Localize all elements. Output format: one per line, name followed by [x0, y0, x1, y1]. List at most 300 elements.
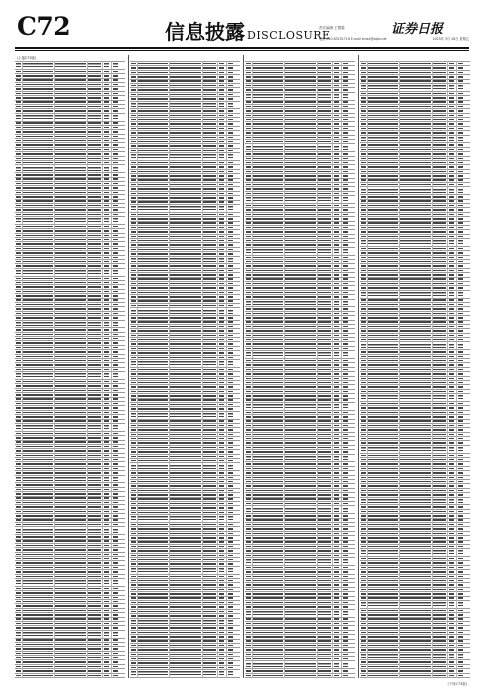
table-cell	[170, 80, 201, 82]
table-cell	[113, 299, 118, 301]
table-cell	[334, 447, 339, 449]
table-cell	[138, 197, 168, 199]
table-cell	[433, 326, 446, 328]
table-cell	[138, 89, 168, 91]
table-cell	[400, 391, 431, 393]
table-cell	[400, 640, 431, 642]
table-cell	[228, 490, 233, 492]
table-cell	[203, 477, 216, 479]
table-cell	[16, 322, 21, 326]
table-cell	[361, 546, 366, 548]
table-cell	[138, 503, 168, 505]
table-cell	[203, 597, 216, 599]
table-cell	[449, 499, 454, 503]
table-cell	[203, 429, 216, 431]
table-cell	[285, 541, 316, 543]
table-cell	[219, 460, 224, 462]
table-cell	[285, 63, 316, 65]
table-cell	[433, 330, 446, 332]
table-cell	[318, 162, 331, 164]
table-cell	[400, 175, 431, 177]
table-cell	[400, 101, 431, 103]
table-cell	[170, 477, 201, 479]
table-cell	[368, 661, 398, 663]
table-cell	[458, 567, 463, 569]
table-cell	[400, 407, 431, 409]
table-cell	[55, 632, 86, 636]
table-cell	[334, 559, 339, 563]
table-column-rule	[102, 61, 103, 678]
table-cell	[400, 321, 431, 323]
table-cell	[131, 348, 136, 350]
table-cell	[343, 654, 348, 656]
table-row	[245, 143, 355, 151]
table-cell	[170, 645, 201, 647]
table-cell	[113, 666, 118, 668]
table-cell	[458, 550, 463, 554]
table-cell	[88, 200, 101, 202]
table-cell	[334, 85, 339, 87]
table-cell	[400, 541, 431, 543]
table-cell	[138, 438, 168, 440]
table-cell	[285, 106, 316, 108]
table-cell	[170, 348, 201, 350]
table-cell	[170, 559, 201, 561]
table-cell	[104, 437, 109, 439]
table-cell	[138, 576, 168, 578]
table-cell	[449, 115, 454, 117]
table-cell	[104, 338, 109, 340]
table-cell	[334, 477, 339, 479]
table-cell	[170, 310, 201, 314]
table-cell	[113, 127, 118, 129]
table-cell	[458, 675, 463, 677]
table-cell	[23, 562, 53, 564]
table-cell	[170, 472, 201, 474]
table-cell	[343, 580, 348, 582]
table-cell	[318, 278, 331, 280]
table-cell	[400, 317, 431, 319]
table-cell	[131, 472, 136, 474]
table-cell	[246, 391, 251, 393]
table-cell	[16, 356, 21, 358]
table-cell	[368, 356, 398, 358]
table-cell	[113, 196, 118, 198]
table-cell	[449, 231, 454, 233]
table-cell	[449, 395, 454, 399]
table-cell	[361, 313, 366, 315]
table-cell	[361, 304, 366, 306]
table-cell	[203, 123, 216, 125]
table-cell	[458, 434, 463, 436]
table-cell	[104, 304, 109, 306]
table-cell	[228, 184, 233, 186]
table-cell	[23, 106, 53, 108]
table-cell	[285, 468, 316, 470]
table-cell	[228, 671, 233, 675]
table-cell	[246, 477, 251, 479]
table-cell	[368, 222, 398, 224]
table-cell	[343, 451, 348, 453]
table-cell	[458, 589, 463, 591]
table-cell	[343, 524, 348, 526]
table-cell	[131, 214, 136, 216]
table-cell	[361, 123, 366, 125]
table-cell	[253, 72, 283, 74]
table-cell	[246, 352, 251, 356]
table-cell	[449, 240, 454, 244]
table-cell	[318, 158, 331, 160]
table-cell	[88, 571, 101, 573]
table-cell	[55, 226, 86, 228]
table-cell	[170, 481, 201, 483]
table-cell	[219, 270, 224, 272]
table-cell	[285, 231, 316, 233]
table-cell	[203, 395, 216, 397]
table-cell	[318, 438, 331, 440]
table-cell	[253, 485, 283, 487]
table-cell	[361, 416, 366, 418]
table-cell	[138, 188, 168, 190]
table-cell	[449, 236, 454, 238]
table-cell	[334, 205, 339, 207]
table-cell	[368, 468, 398, 470]
table-cell	[433, 640, 446, 642]
table-cell	[23, 614, 53, 616]
table-cell	[449, 166, 454, 168]
table-cell	[104, 230, 109, 232]
table-cell	[318, 171, 331, 173]
table-cell	[246, 508, 251, 512]
table-cell	[400, 627, 431, 629]
table-cell	[449, 128, 454, 130]
table-cell	[318, 222, 331, 224]
table-cell	[113, 75, 118, 77]
table-cell	[203, 80, 216, 82]
table-cell	[228, 89, 233, 91]
table-cell	[203, 128, 216, 130]
table-cell	[23, 63, 53, 67]
table-cell	[253, 128, 283, 130]
table-cell	[400, 378, 431, 380]
table-cell	[368, 179, 398, 181]
table-cell	[219, 408, 224, 410]
table-cell	[228, 391, 233, 393]
table-cell	[458, 308, 463, 310]
table-cell	[368, 485, 398, 487]
table-cell	[449, 287, 454, 289]
table-cell	[203, 528, 216, 530]
table-cell	[16, 71, 21, 73]
table-cell	[170, 395, 201, 397]
table-cell	[368, 546, 398, 548]
table-cell	[16, 385, 21, 387]
table-cell	[458, 196, 463, 198]
table-cell	[246, 451, 251, 453]
table-cell	[203, 382, 216, 384]
table-cell	[203, 201, 216, 203]
table-cell	[246, 171, 251, 173]
table-cell	[334, 481, 339, 483]
table-cell	[131, 395, 136, 397]
table-cell	[458, 490, 463, 492]
table-cell	[400, 171, 431, 173]
table-cell	[361, 618, 366, 620]
table-cell	[55, 313, 86, 315]
table-cell	[449, 162, 454, 164]
table-cell	[285, 244, 316, 246]
table-cell	[23, 666, 53, 668]
table-cell	[449, 283, 454, 285]
table-cell	[23, 536, 53, 538]
table-cell	[400, 274, 431, 276]
table-cell	[368, 528, 398, 530]
table-cell	[449, 123, 454, 125]
table-cell	[23, 670, 53, 672]
table-cell	[16, 515, 21, 517]
table-cell	[113, 437, 118, 439]
table-cell	[228, 460, 233, 462]
table-cell	[88, 342, 101, 344]
table-row	[360, 341, 470, 349]
table-cell	[458, 321, 463, 323]
table-cell	[219, 179, 224, 181]
table-cell	[368, 632, 398, 634]
table-cell	[88, 313, 101, 315]
table-cell	[361, 636, 366, 638]
table-cell	[131, 321, 136, 323]
table-cell	[253, 490, 283, 492]
table-cell	[104, 648, 109, 650]
table-cell	[285, 593, 316, 595]
table-cell	[285, 663, 316, 667]
table-cell	[228, 240, 233, 242]
table-cell	[458, 80, 463, 82]
table-cell	[228, 326, 233, 328]
table-cell	[458, 179, 463, 181]
table-cell	[131, 429, 136, 431]
table-cell	[343, 352, 348, 356]
table-cell	[449, 614, 454, 616]
table-cell	[285, 524, 316, 526]
table-cell	[131, 175, 136, 177]
table-cell	[55, 322, 86, 326]
table-cell	[334, 632, 339, 634]
table-cell	[88, 576, 101, 578]
table-cell	[246, 110, 251, 112]
table-cell	[88, 93, 101, 95]
table-cell	[170, 425, 201, 427]
table-cell	[88, 524, 101, 526]
table-cell	[88, 209, 101, 211]
table-cell	[88, 605, 101, 607]
table-cell	[361, 132, 366, 134]
table-cell	[104, 205, 109, 207]
table-cell	[170, 274, 201, 276]
table-cell	[228, 654, 233, 656]
table-cell	[104, 351, 109, 353]
table-cell	[170, 382, 201, 384]
table-cell	[219, 63, 224, 65]
table-cell	[318, 63, 331, 65]
table-cell	[88, 403, 101, 405]
table-cell	[170, 447, 201, 449]
table-cell	[318, 236, 331, 238]
table-cell	[55, 115, 86, 119]
table-cell	[368, 137, 398, 141]
table-cell	[88, 286, 101, 288]
table-cell	[228, 154, 233, 158]
table-cell	[449, 101, 454, 103]
table-cell	[246, 395, 251, 397]
table-cell	[246, 317, 251, 319]
table-cell	[228, 76, 233, 78]
table-cell	[170, 512, 201, 514]
table-cell	[449, 278, 454, 280]
table-cell	[113, 394, 118, 396]
table-cell	[368, 339, 398, 341]
table-cell	[433, 463, 446, 465]
table-cell	[285, 611, 316, 615]
table-cell	[246, 301, 251, 305]
table-cell	[433, 171, 446, 173]
table-cell	[104, 248, 109, 250]
table-cell	[170, 162, 201, 164]
table-cell	[458, 593, 463, 595]
table-cell	[203, 222, 216, 224]
table-cell	[104, 360, 109, 362]
table-cell	[23, 364, 53, 366]
table-cell	[219, 85, 224, 87]
table-cell	[203, 154, 216, 158]
table-cell	[138, 67, 168, 69]
table-cell	[246, 119, 251, 121]
table-cell	[113, 420, 118, 422]
table-cell	[170, 620, 201, 624]
table-row	[130, 307, 240, 315]
table-cell	[88, 385, 101, 387]
table-cell	[433, 128, 446, 130]
table-cell	[23, 420, 53, 422]
table-cell	[253, 106, 283, 108]
table-cell	[104, 639, 109, 641]
table-cell	[16, 420, 21, 422]
table-cell	[318, 559, 331, 563]
table-cell	[104, 364, 109, 366]
table-cell	[131, 541, 136, 543]
table-cell	[449, 106, 454, 108]
table-cell	[285, 555, 316, 557]
table-cell	[400, 231, 431, 233]
table-cell	[368, 200, 398, 202]
table-cell	[88, 463, 101, 465]
table-cell	[170, 141, 201, 143]
table-cell	[16, 317, 21, 319]
table-cell	[23, 351, 53, 353]
table-cell	[219, 227, 224, 229]
table-cell	[219, 580, 224, 582]
table-cell	[104, 239, 109, 241]
table-cell	[368, 360, 398, 362]
table-cell	[219, 110, 224, 112]
table-cell	[368, 378, 398, 380]
table-cell	[138, 620, 168, 624]
table-cell	[55, 455, 86, 457]
table-cell	[361, 283, 366, 285]
table-cell	[219, 645, 224, 647]
table-cell	[138, 524, 168, 526]
table-cell	[16, 576, 21, 578]
table-cell	[433, 93, 446, 95]
table-cell	[433, 265, 446, 267]
table-cell	[23, 394, 53, 396]
table-cell	[400, 158, 431, 160]
table-cell	[138, 330, 168, 332]
table-cell	[433, 391, 446, 393]
table-cell	[23, 627, 53, 629]
table-cell	[334, 373, 339, 375]
table-cell	[343, 308, 348, 310]
table-cell	[170, 602, 201, 604]
table-cell	[104, 549, 109, 551]
table-cell	[131, 589, 136, 591]
table-cell	[138, 283, 168, 285]
table-cell	[55, 122, 86, 124]
table-cell	[23, 178, 53, 180]
table-cell	[131, 296, 136, 298]
table-cell	[285, 675, 316, 677]
table-cell	[318, 110, 331, 112]
table-cell	[170, 632, 201, 634]
table-cell	[228, 537, 233, 539]
table-cell	[55, 291, 86, 293]
table-cell	[361, 214, 366, 216]
table-cell	[458, 459, 463, 461]
table-cell	[400, 123, 431, 125]
table-cell	[433, 63, 446, 65]
table-cell	[228, 386, 233, 388]
table-cell	[334, 576, 339, 578]
table-cell	[285, 425, 316, 427]
table-cell	[458, 636, 463, 638]
table-cell	[131, 550, 136, 552]
header-rule-thin	[15, 50, 469, 51]
table-cell	[368, 67, 398, 69]
table-cell	[449, 97, 454, 99]
table-cell	[246, 515, 251, 517]
table-cell	[400, 119, 431, 121]
table-cell	[285, 158, 316, 160]
table-cell	[458, 610, 463, 612]
table-cell	[449, 618, 454, 620]
table-cell	[228, 98, 233, 100]
table-cell	[458, 533, 463, 535]
table-cell	[368, 97, 398, 99]
table-cell	[203, 620, 216, 624]
table-cell	[343, 373, 348, 375]
table-cell	[343, 218, 348, 220]
table-cell	[246, 456, 251, 460]
table-cell	[458, 304, 463, 306]
table-cell	[368, 330, 398, 332]
table-cell	[16, 360, 21, 362]
table-cell	[433, 537, 446, 539]
table-cell	[285, 214, 316, 216]
table-cell	[334, 528, 339, 530]
table-cell	[433, 490, 446, 492]
table-row	[245, 609, 355, 617]
table-cell	[343, 146, 348, 150]
